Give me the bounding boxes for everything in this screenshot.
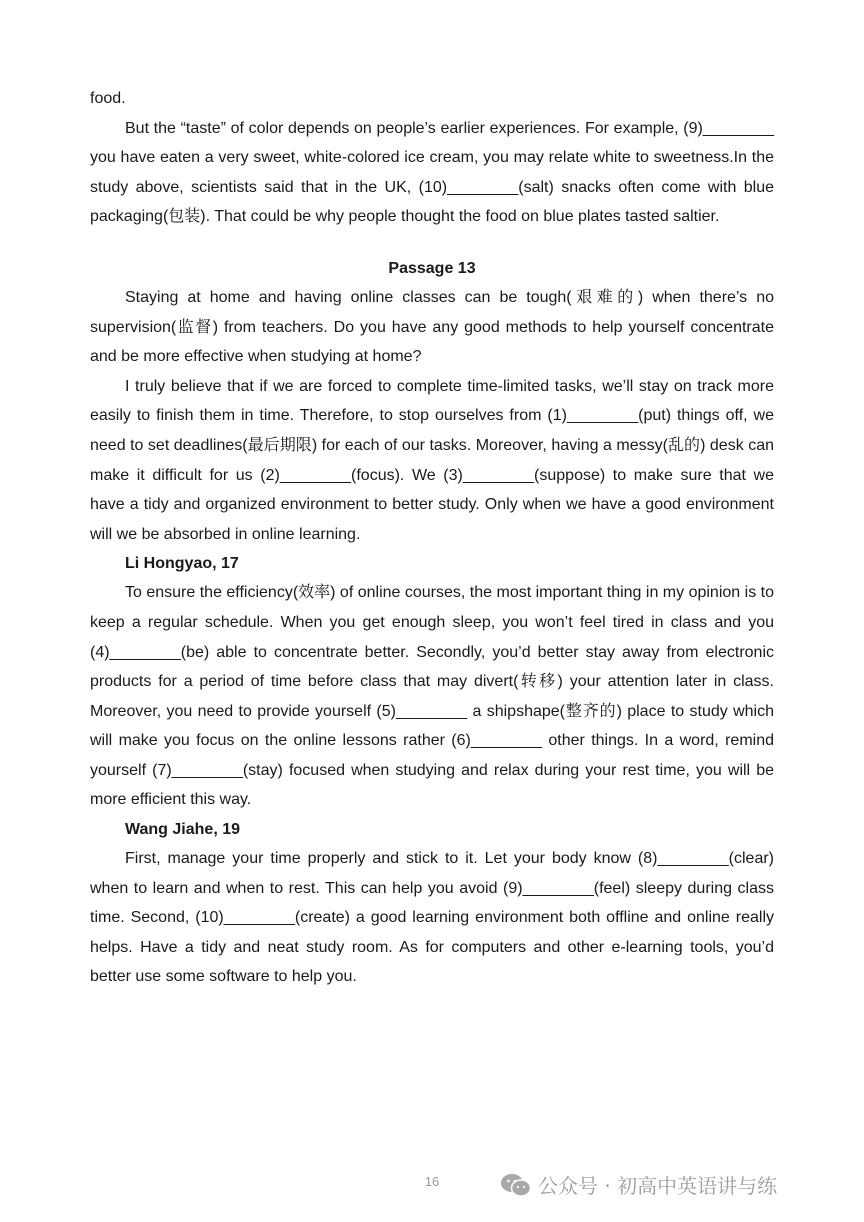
document-page: [90, 84, 774, 992]
passage-title: Passage 13: [388, 259, 476, 277]
answer-paragraph-2: To ensure the efficiency(效率) of online courses, the most important thing in my opinion is to keep a regular schedule. When you get enough sleep, you won’t feel tired in class and you (4)________(be) able to concentrate better. Secondly, you’d better stay away from electronic products for a period of time before class that may divert(转移) your attention later in class. Moreover, you need to provide yourself (5)________ a shipshape(整齐的) place to study which will make you focus on the online lessons rather (6)________ other things. In a word, remind yourself (7)________(stay) focused when studying and relax during your rest time, you will be more efficient this way.: [90, 584, 774, 809]
watermark-text: 公众号 · 初高中英语讲与练: [538, 1174, 778, 1198]
author-byline-2: Wang Jiahe, 19: [125, 821, 240, 839]
passage-intro: Staying at home and having online classes can be tough(艰难的) when there’s no supervision(监督) from teachers. Do you have any good methods to help yourself concentrate and be more effective when studying at home?: [90, 288, 774, 366]
wechat-watermark: [500, 1170, 777, 1199]
paragraph-taste-of-color: But the “taste” of color depends on people’s earlier experiences. For example, (9)________ you have eaten a very sweet, white-colored ice cream, you may relate white to sweetness.In the study above, scientists said that in the UK, (10)________(salt) snacks often come with blue packaging(包装). That could be why people thought the food on blue plates tasted saltier.: [90, 119, 774, 226]
answer-paragraph-1: I truly believe that if we are forced to complete time-limited tasks, we’ll stay on track more easily to finish them in time. Therefore, to stop ourselves from (1)________(put) things off, we need to set deadlines(最后期限) for each of our tasks. Moreover, having a messy(乱的) desk can make it difficult for us (2)________(focus). We (3)________(suppose) to make sure that we have a tidy and organized environment to better study. Only when we have a good environment will we be absorbed in online learning.: [90, 377, 774, 543]
page-number: 16: [424, 1174, 440, 1189]
answer-paragraph-3: First, manage your time properly and stick to it. Let your body know (8)________(clear) when to learn and when to rest. This can help you avoid (9)________(feel) sleepy during class time. Second, (10)________(create) a good learning environment both offline and online really helps. Have a tidy and neat study room. As for computers and other e-learning tools, you’d better use some software to help you.: [90, 850, 774, 986]
author-byline-1: Li Hongyao, 17: [125, 555, 239, 573]
paragraph-food: food.: [90, 90, 126, 107]
wechat-icon: [500, 1172, 532, 1198]
